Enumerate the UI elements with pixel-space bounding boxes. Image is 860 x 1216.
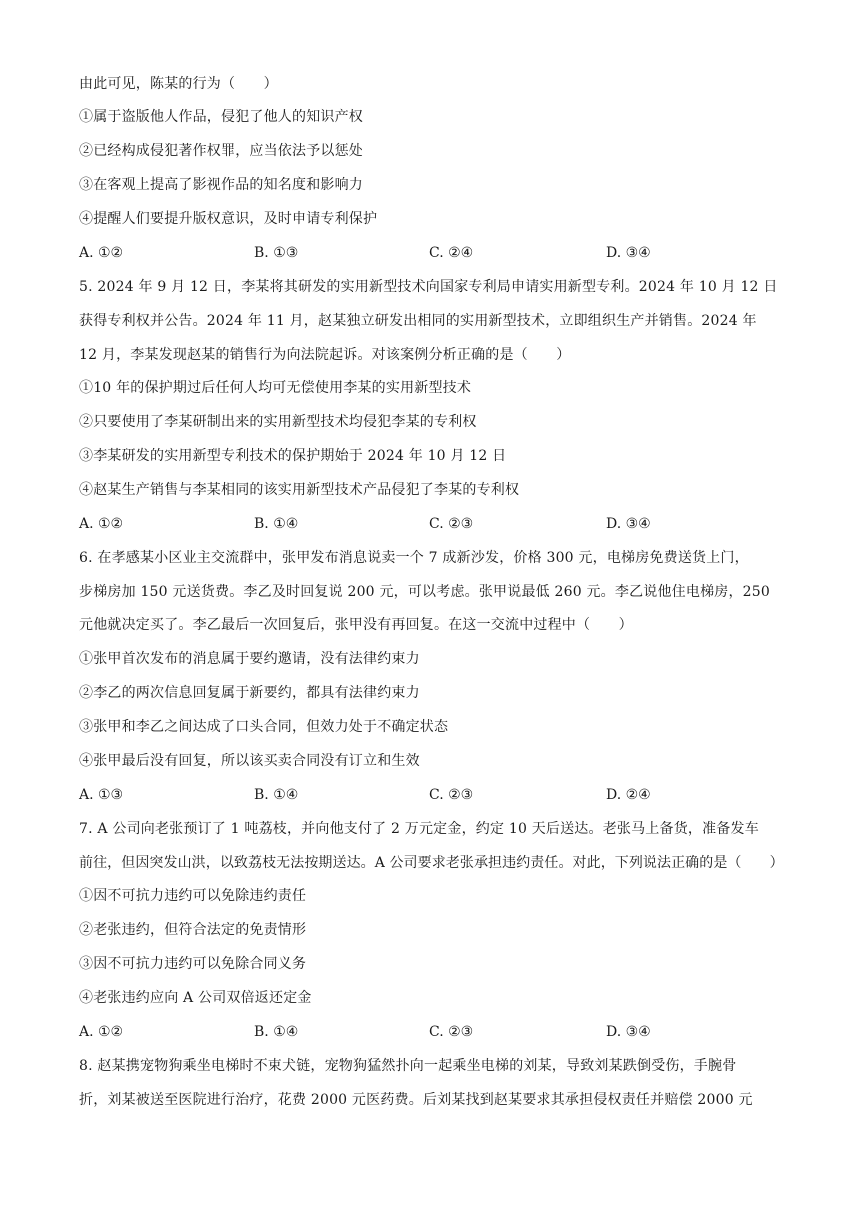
q5-statement-2: ②只要使用了李某研制出来的实用新型技术均侵犯李某的专利权: [79, 414, 477, 430]
q5-statement-1: ①10 年的保护期过后任何人均可无偿使用李某的实用新型技术: [79, 380, 472, 396]
q7-stem-line-1: 7. A 公司向老张预订了 1 吨荔枝，并向他支付了 2 万元定金，约定 10 天后送达。老张马上备货，准备发车: [79, 821, 759, 837]
q5-options: [79, 514, 784, 534]
q4-option-a: A. ①②: [79, 245, 124, 261]
q6-statement-1: ①张甲首次发布的消息属于要约邀请，没有法律约束力: [79, 651, 420, 667]
q7-stem-line-2: 前往，但因突发山洪，以致荔枝无法按期送达。A 公司要求老张承担违约责任。对此，下列说法正确的是（ ）: [79, 855, 784, 871]
q5-option-d: D. ③④: [606, 516, 651, 532]
q4-stem: 由此可见，陈某的行为（ ）: [79, 76, 278, 92]
q5-statement-4: ④赵某生产销售与李某相同的该实用新型技术产品侵犯了李某的专利权: [79, 482, 520, 498]
q5-option-a: A. ①②: [79, 516, 124, 532]
q6-options: [79, 785, 784, 805]
q4-option-c: C. ②④: [429, 245, 474, 261]
q5-stem-line-2: 获得专利权并公告。2024 年 11 月，赵某独立研发出相同的实用新型技术，立即组织生产并销售。2024 年: [79, 313, 757, 329]
q4-statement-3: ③在客观上提高了影视作品的知名度和影响力: [79, 177, 363, 193]
q6-statement-4: ④张甲最后没有回复，所以该买卖合同没有订立和生效: [79, 753, 420, 769]
q5-stem-line-1: 5. 2024 年 9 月 12 日，李某将其研发的实用新型技术向国家专利局申请实用新型专利。2024 年 10 月 12 日: [79, 279, 778, 295]
q7-option-c: C. ②③: [429, 1024, 474, 1040]
q7-option-b: B. ①④: [254, 1024, 299, 1040]
q6-stem-line-3: 元他就决定买了。李乙最后一次回复后，张甲没有再回复。在这一交流中过程中（ ）: [79, 617, 633, 633]
q5-option-c: C. ②③: [429, 516, 474, 532]
q7-option-a: A. ①②: [79, 1024, 124, 1040]
q5-statement-3: ③李某研发的实用新型专利技术的保护期始于 2024 年 10 月 12 日: [79, 448, 507, 464]
q6-option-c: C. ②③: [429, 787, 474, 803]
q8-stem-line-2: 折，刘某被送至医院进行治疗，花费 2000 元医药费。后刘某找到赵某要求其承担侵权责任并赔偿 2000 元: [79, 1092, 753, 1108]
q6-option-a: A. ①③: [79, 787, 124, 803]
q7-statement-3: ③因不可抗力违约可以免除合同义务: [79, 956, 307, 972]
q6-statement-2: ②李乙的两次信息回复属于新要约，都具有法律约束力: [79, 685, 420, 701]
q4-option-d: D. ③④: [606, 245, 651, 261]
q5-stem-line-3: 12 月，李某发现赵某的销售行为向法院起诉。对该案例分析正确的是（ ）: [79, 347, 571, 363]
q4-options: [79, 243, 784, 263]
q6-statement-3: ③张甲和李乙之间达成了口头合同，但效力处于不确定状态: [79, 719, 449, 735]
q7-statement-1: ①因不可抗力违约可以免除违约责任: [79, 888, 307, 904]
q5-option-b: B. ①④: [254, 516, 299, 532]
q6-option-b: B. ①④: [254, 787, 299, 803]
q7-options: [79, 1022, 784, 1042]
q4-statement-4: ④提醒人们要提升版权意识，及时申请专利保护: [79, 211, 378, 227]
q7-statement-2: ②老张违约，但符合法定的免责情形: [79, 922, 307, 938]
q6-stem-line-1: 6. 在孝感某小区业主交流群中，张甲发布消息说卖一个 7 成新沙发，价格 300 元，电梯房免费送货上门，: [79, 550, 749, 566]
q4-statement-2: ②已经构成侵犯著作权罪，应当依法予以惩处: [79, 143, 363, 159]
q7-option-d: D. ③④: [606, 1024, 651, 1040]
q4-option-b: B. ①③: [254, 245, 299, 261]
q8-stem-line-1: 8. 赵某携宠物狗乘坐电梯时不束犬链，宠物狗猛然扑向一起乘坐电梯的刘某，导致刘某跌倒受伤，手腕骨: [79, 1058, 737, 1074]
q6-option-d: D. ②④: [606, 787, 651, 803]
q6-stem-line-2: 步梯房加 150 元送货费。李乙及时回复说 200 元，可以考虑。张甲说最低 260 元。李乙说他住电梯房，250: [79, 584, 770, 600]
q4-statement-1: ①属于盗版他人作品，侵犯了他人的知识产权: [79, 109, 363, 125]
q7-statement-4: ④老张违约应向 A 公司双倍返还定金: [79, 990, 312, 1006]
